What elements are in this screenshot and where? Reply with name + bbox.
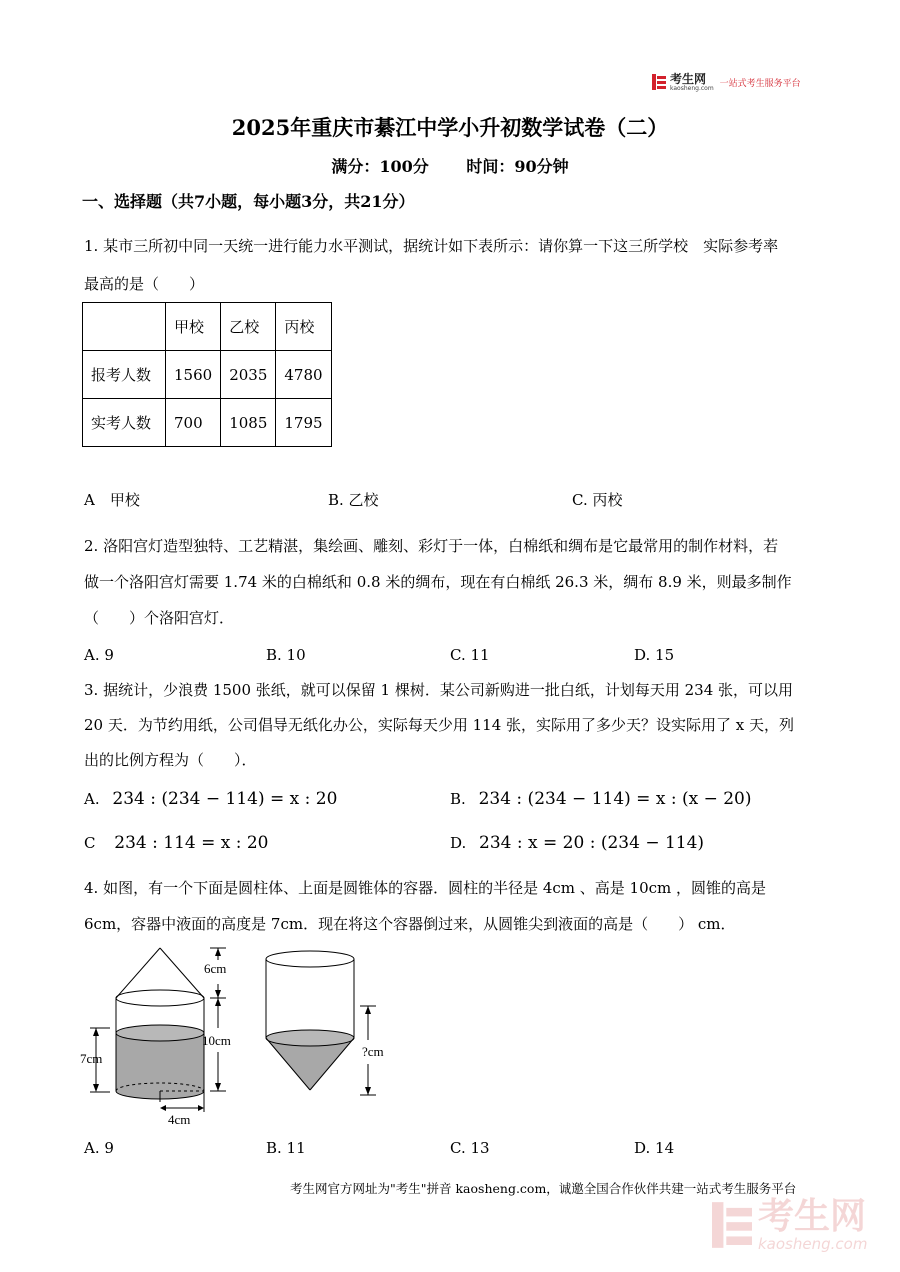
section-heading: 一、选择题（共7小题，每小题3分，共21分） bbox=[82, 192, 415, 211]
q3-line2: 20 天．为节约用纸，公司倡导无纸化办公，实际每天少用 114 张，实际用了多少天？设实际用了 x 天，列 bbox=[84, 716, 795, 734]
table-header: 丙校 bbox=[276, 303, 331, 351]
table-cell: 700 bbox=[166, 399, 221, 447]
logo-slogan: 一站式考生服务平台 bbox=[719, 78, 801, 89]
option-label: C bbox=[84, 834, 96, 852]
page-title: 2025年重庆市綦江中学小升初数学试卷（二） bbox=[231, 115, 669, 140]
q1-option-b[interactable]: B. 乙校 bbox=[328, 491, 379, 509]
label-unknown-height: ?cm bbox=[362, 1044, 384, 1059]
q4-option-b[interactable]: B. 11 bbox=[266, 1139, 306, 1157]
option-formula: 234 : (234 − 114) = x : 20 bbox=[112, 789, 338, 809]
q1-line2: 最高的是（ ） bbox=[84, 275, 205, 293]
logo-text: 考生网 bbox=[670, 71, 707, 86]
table-row bbox=[83, 303, 332, 351]
label-cylinder-height: 10cm bbox=[202, 1033, 231, 1048]
table-cell: 1560 bbox=[166, 351, 221, 399]
table-cell: 4780 bbox=[276, 351, 331, 399]
option-label: B. bbox=[450, 790, 466, 808]
right-container bbox=[266, 951, 376, 1095]
watermark bbox=[712, 1198, 867, 1252]
q1-table bbox=[82, 302, 332, 447]
q3-option-b[interactable] bbox=[450, 789, 751, 809]
q2-option-d[interactable]: D. 15 bbox=[634, 646, 675, 664]
table-header: 甲校 bbox=[166, 303, 221, 351]
header-logo[interactable] bbox=[652, 71, 801, 93]
option-formula: 234 : x = 20 : (234 − 114) bbox=[479, 833, 705, 853]
logo-domain: kaosheng.com bbox=[670, 84, 714, 92]
watermark-logo-icon bbox=[712, 1202, 752, 1248]
label-cone-height: 6cm bbox=[204, 961, 227, 976]
option-label: A. bbox=[84, 790, 100, 808]
exam-meta bbox=[0, 157, 900, 177]
logo-mark-icon bbox=[652, 74, 666, 90]
q2-option-a[interactable]: A. 9 bbox=[84, 646, 114, 664]
q1-line1: 1. 某市三所初中同一天统一进行能力水平测试，据统计如下表所示：请你算一下这三所学校 实际参考率 bbox=[84, 237, 779, 255]
watermark-domain: kaosheng.com bbox=[758, 1235, 868, 1253]
q2-line3: （ ）个洛阳宫灯． bbox=[84, 609, 235, 627]
q1-option-a[interactable]: A 甲校 bbox=[84, 491, 140, 509]
liquid bbox=[116, 1033, 204, 1099]
table-cell: 1795 bbox=[276, 399, 331, 447]
table-row bbox=[83, 399, 332, 447]
q3-line1: 3. 据统计，少浪费 1500 张纸，就可以保留 1 棵树．某公司新购进一批白纸，计划每天用 234 张，可以用 bbox=[84, 681, 794, 699]
label-liquid-height: 7cm bbox=[80, 1051, 103, 1066]
q4-option-c[interactable]: C. 13 bbox=[450, 1139, 490, 1157]
option-label: D. bbox=[450, 834, 467, 852]
full-score: 满分：100分 bbox=[331, 157, 429, 176]
q4-line2: 6cm，容器中液面的高度是 7cm．现在将这个容器倒过来，从圆锥尖到液面的高是（ ） cm． bbox=[84, 915, 736, 933]
q4-option-a[interactable]: A. 9 bbox=[84, 1139, 114, 1157]
watermark-text: 考生网 bbox=[758, 1196, 867, 1237]
option-formula: 234 : (234 − 114) = x : (x − 20) bbox=[478, 789, 752, 809]
q1-option-c[interactable]: C. 丙校 bbox=[572, 491, 623, 509]
q3-option-c[interactable] bbox=[84, 833, 269, 853]
table-header: 乙校 bbox=[221, 303, 276, 351]
q2-line1: 2. 洛阳宫灯造型独特、工艺精湛，集绘画、雕刻、彩灯于一体，白棉纸和绸布是它最常用的制作材料，若 bbox=[84, 537, 779, 555]
time-limit: 时间：90分钟 bbox=[466, 157, 569, 176]
table-cell: 实考人数 bbox=[83, 399, 166, 447]
q4-option-d[interactable]: D. 14 bbox=[634, 1139, 675, 1157]
q2-option-b[interactable]: B. 10 bbox=[266, 646, 306, 664]
table-row bbox=[83, 351, 332, 399]
table-cell bbox=[83, 303, 166, 351]
table-cell: 报考人数 bbox=[83, 351, 166, 399]
q3-option-a[interactable] bbox=[84, 789, 337, 809]
table-cell: 1085 bbox=[221, 399, 276, 447]
table-cell: 2035 bbox=[221, 351, 276, 399]
q2-option-c[interactable]: C. 11 bbox=[450, 646, 490, 664]
footer-note: 考生网官方网址为"考生"拼音 kaosheng.com，诚邀全国合作伙伴共建一站式考生服务平台 bbox=[290, 1181, 797, 1196]
q4-figure bbox=[80, 940, 420, 1130]
q3-line3: 出的比例方程为（ ）． bbox=[84, 751, 257, 769]
label-radius: 4cm bbox=[168, 1112, 191, 1127]
q2-line2: 做一个洛阳宫灯需要 1.74 米的白棉纸和 0.8 米的绸布，现在有白棉纸 26.3 米，绸布 8.9 米，则最多制作 bbox=[84, 573, 792, 591]
option-formula: 234 : 114 = x : 20 bbox=[114, 833, 269, 853]
q3-option-d[interactable] bbox=[450, 833, 704, 853]
q4-line1: 4. 如图，有一个下面是圆柱体、上面是圆锥体的容器．圆柱的半径是 4cm 、高是 10cm ，圆锥的高是 bbox=[84, 879, 767, 897]
